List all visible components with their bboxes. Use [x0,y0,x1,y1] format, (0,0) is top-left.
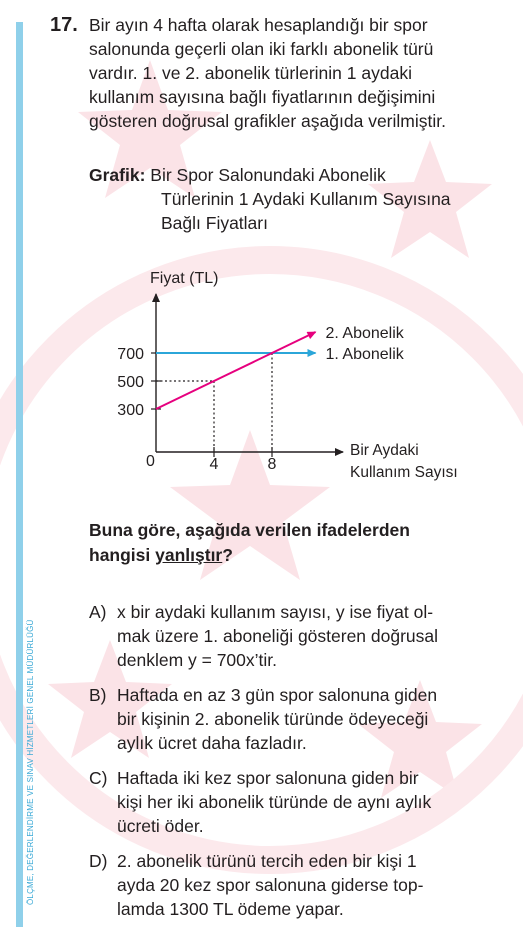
option-key: B) [89,685,107,705]
series-line [156,332,316,409]
option-line: kişi her iki abonelik türünde de aynı aylık [117,792,432,812]
option-key: A) [89,602,107,622]
option-key: C) [89,768,108,788]
caption-line: Bağlı Fiyatları [161,213,268,233]
option-line: 2. abonelik türünü tercih eden bir kişi 1 [117,851,417,871]
y-tick-label: 300 [117,402,144,419]
caption-line: Türlerinin 1 Aydaki Kullanım Sayısına [161,189,451,209]
prompt-line: Buna göre, aşağıda verilen ifadelerden [89,520,410,540]
stem-line: gösteren doğrusal grafikler aşağıda verilmiştir. [89,111,446,131]
option-line: denklem y = 700x’tir. [117,650,278,670]
stem-line: vardır. 1. ve 2. abonelik türlerinin 1 aydaki [89,63,412,83]
origin-label: 0 [146,453,155,470]
prompt-end: ? [222,545,233,565]
x-tick-label: 4 [209,456,219,473]
option-line: Haftada en az 3 gün spor salonuna giden [117,685,438,705]
option-line: x bir aydaki kullanım sayısı, y ise fiyat ol- [117,602,434,622]
option-line: mak üzere 1. aboneliği gösteren doğrusal [117,626,439,646]
option-c[interactable] [89,766,431,838]
stem-line: Bir ayın 4 hafta olarak hesaplandığı bir spor [89,15,428,35]
question-number: 17. [50,14,78,36]
option-line: ayda 20 kez spor salonuna giderse top- [117,875,424,895]
stem-line: salonunda geçerli olan iki farklı abonelik türü [89,39,434,59]
prompt-line: hangisi [89,545,156,565]
option-line: lamda 1300 TL ödeme yapar. [117,899,344,919]
y-tick-label: 700 [117,346,144,363]
option-key: D) [89,851,108,871]
series-label: 1. Abonelik [325,346,404,363]
series-label: 2. Abonelik [325,325,404,342]
option-line: Haftada iki kez spor salonuna giden bir [117,768,419,788]
caption-label: Grafik: [89,165,146,185]
option-d[interactable] [89,849,423,921]
question-prompt [89,518,410,568]
option-b[interactable] [89,683,437,755]
x-tick-label: 8 [267,456,277,473]
option-line: bir kişinin 2. abonelik türünde ödeyeceği [117,709,429,729]
x-axis-label: Bir Aydaki [350,442,419,459]
y-tick-label: 500 [117,374,144,391]
option-a[interactable] [89,600,438,672]
y-axis-label: Fiyat (TL) [150,270,219,287]
stem-line: kullanım sayısına bağlı fiyatlarının değişimini [89,87,436,107]
prompt-emphasis: yanlıştır [155,545,223,565]
sidebar-label: ÖLÇME, DEĞERLENDİRME VE SINAV HİZMETLERİ GENEL MÜDÜRLÜĞÜ [26,619,35,905]
option-line: aylık ücret daha fazladır. [117,733,307,753]
caption-line: Bir Spor Salonundaki Abonelik [150,165,386,185]
x-axis-label: Kullanım Sayısı [350,464,458,481]
option-line: ücreti öder. [117,816,204,836]
